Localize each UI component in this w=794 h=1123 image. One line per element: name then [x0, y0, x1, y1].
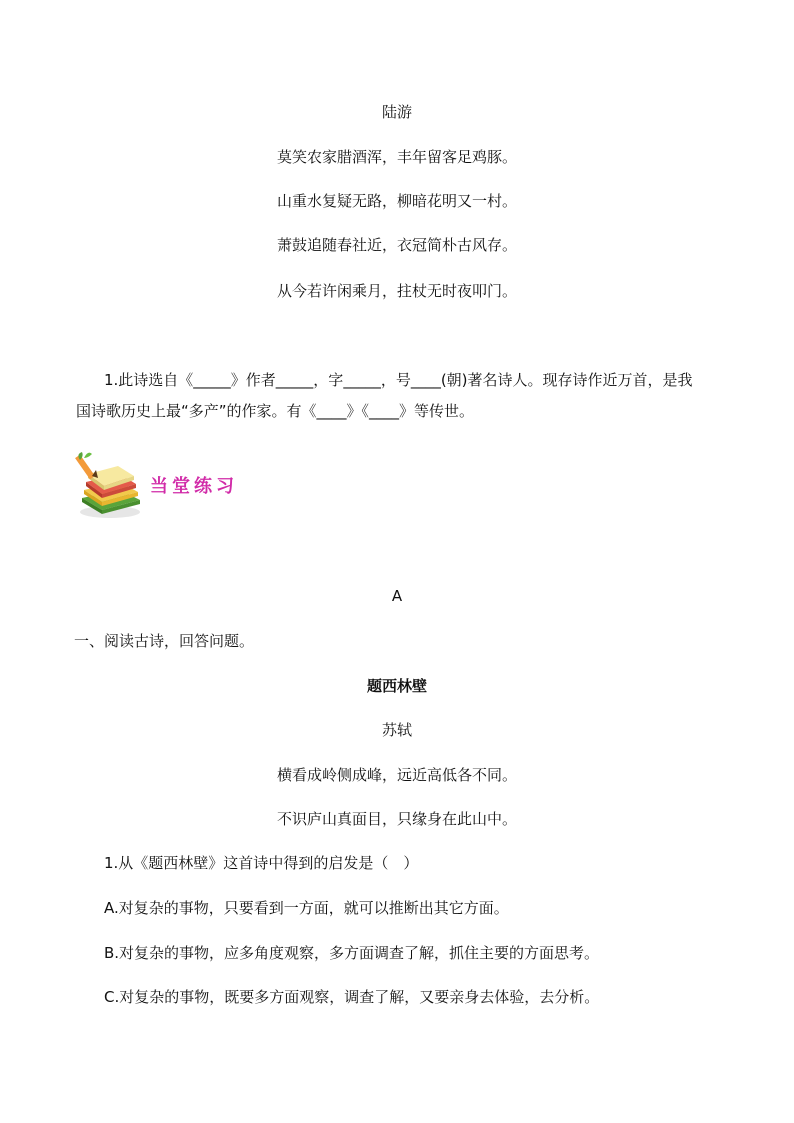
poem1-line: 从今若许闲乘月，拄杖无时夜叩门。: [276, 282, 517, 300]
question1-line2: 国诗歌历史上最“多产”的作家。有《____》《____》等传世。: [76, 402, 475, 420]
poem2-author: 苏轼: [381, 721, 412, 739]
section-label: A: [391, 587, 403, 605]
poem2-line: 横看成岭侧成峰，远近高低各不同。: [276, 766, 517, 784]
section-instruction: 一、阅读古诗，回答问题。: [74, 632, 255, 650]
poem1-line: 莫笑农家腊酒浑，丰年留客足鸡豚。: [276, 148, 517, 166]
question1-line1: 1.此诗选自《_____》作者_____，字_____，号____(朝)著名诗人。现存诗作近万首，是我: [104, 371, 693, 389]
question2-stem: 1.从《题西林壁》这首诗中得到的启发是（ ）: [104, 854, 419, 872]
poem1-line: 萧鼓追随春社近，衣冠简朴古风存。: [276, 236, 517, 254]
question2-option-b: B.对复杂的事物，应多角度观察，多方面调查了解，抓住主要的方面思考。: [104, 944, 600, 962]
poem1-line: 山重水复疑无路，柳暗花明又一村。: [276, 192, 517, 210]
poem2-line: 不识庐山真面目，只缘身在此山中。: [276, 810, 517, 828]
books-pencil-icon: [74, 450, 146, 522]
question2-option-a: A.对复杂的事物，只要看到一方面，就可以推断出其它方面。: [104, 899, 509, 917]
practice-banner: [74, 450, 294, 522]
practice-banner-title: 当堂练习: [150, 476, 238, 497]
poem2-title: 题西林壁: [366, 677, 427, 695]
question2-option-c: C.对复杂的事物，既要多方面观察，调查了解，又要亲身去体验，去分析。: [104, 988, 600, 1006]
poem1-author: 陆游: [381, 103, 412, 121]
